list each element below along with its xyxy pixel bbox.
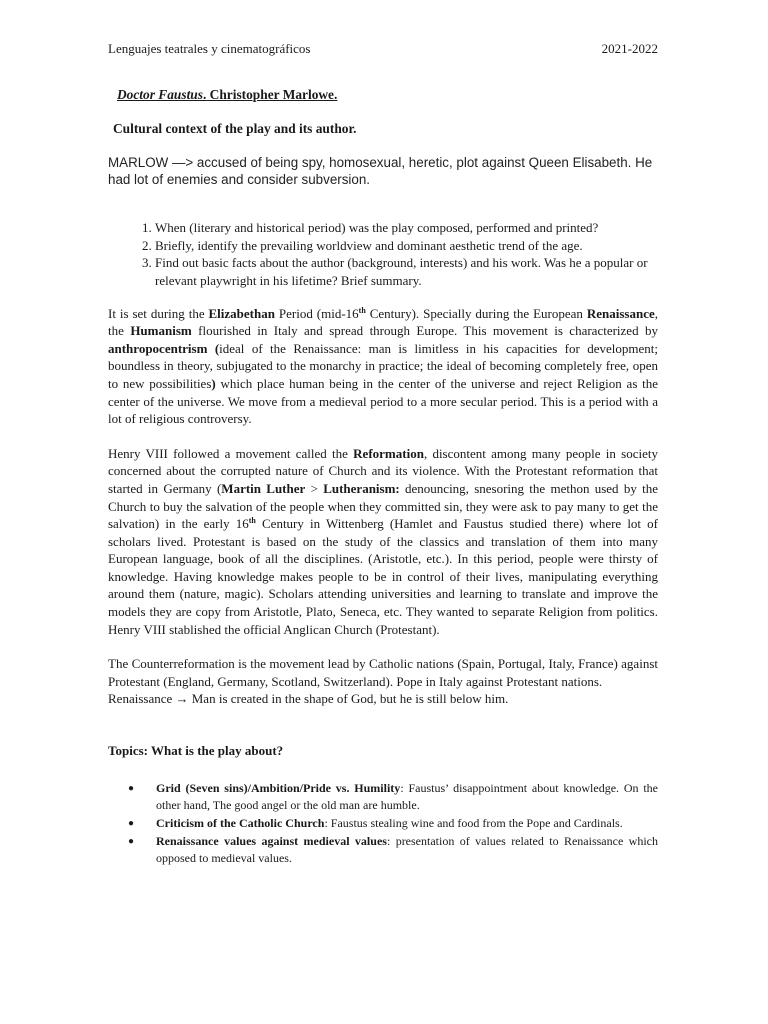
bold-term: Renaissance: [586, 305, 655, 321]
document-body: [108, 86, 658, 868]
bold-term: Lutheranism:: [323, 480, 400, 496]
questions-list: [108, 219, 658, 289]
topic-text: : Faustus stealing wine and food from the Pope and Cardinals.: [324, 815, 623, 830]
topic-text: : Faustus’ disappointment about knowledge. On the other hand, The good angel or the old man are humble.: [156, 780, 658, 812]
text-run: , the: [108, 305, 658, 339]
topic-heading: Grid (Seven sins)/Ambition/Pride vs. Humility: [156, 780, 401, 795]
topic-text: : presentation of values related to Renaissance which opposed to medieval values.: [156, 833, 659, 865]
header-year: 2021-2022: [601, 41, 658, 56]
text-run: Century). Specially during the European: [365, 305, 587, 321]
topics-list: [108, 780, 658, 867]
text-run: denouncing, snesoring the methon used by the Church to buy the salvation of the people when they committed sin, they were ask to pay many to get the salvation) in the early 16: [108, 480, 658, 532]
paragraph-counterreformation: The Counterreformation is the movement lead by Catholic nations (Spain, Portugal, Italy, France) against Protestant (England, Germany, Scotland, Switzerland). Pope in Italy against Protestant nations.: [108, 656, 658, 689]
bullet-icon: ●: [128, 782, 135, 794]
text-run: ideal of the Renaissance: man is limitless in his capacities for development; boundless in theory, subjugated to the monarchy in practice; the ideal of becoming completely free, open to new possibilities: [108, 340, 658, 391]
author-name: Christopher Marlowe.: [206, 87, 338, 102]
text-run: Century in Wittenberg (Hamlet and Faustus studied there) where lot of scholars lived. Protestant is based on the study of the classics and translation of them into many European language, book of all the disciplines. (Aristotle, etc.). In this period, people were thirsty of knowledge. Having knowledge makes people to be in control of their lives, manipulating everything around them (nature, magic). Scholars attending universities and learning to translate and improve the models they are copy from Aristotle, Plato, Seneca, etc. They wanted to separate Religion from politics. Henry VIII stablished the official Anglican Church (Protestant).: [108, 516, 658, 637]
question-item: 1. When (literary and historical period) was the play composed, performed and printed?: [155, 219, 658, 237]
bullet-icon: ●: [128, 835, 135, 847]
section-heading-cultural-context: Cultural context of the play and its author.: [113, 120, 357, 136]
text-run: flourished in Italy and spread through Europe. This movement is characterized by: [191, 323, 658, 339]
paragraph-elizabethan: [108, 305, 658, 428]
play-title: Doctor Faustus: [117, 87, 203, 102]
topic-item: [108, 815, 658, 832]
bold-term: anthropocentrism (: [108, 340, 220, 356]
topic-item: [108, 780, 658, 814]
question-item: 2. Briefly, identify the prevailing worldview and dominant aesthetic trend of the age.: [155, 237, 658, 255]
bold-term: Humanism: [130, 323, 192, 339]
superscript: th: [358, 305, 366, 315]
topic-heading: Criticism of the Catholic Church: [156, 815, 325, 830]
text-run: Period (mid-16: [274, 305, 359, 321]
section-heading-topics: Topics: What is the play about?: [108, 743, 284, 759]
title-dot: .: [202, 87, 207, 102]
question-item: 3. Find out basic facts about the author (background, interests) and his work. Was he a popular or relevant playwright in his lifetime? Brief summary.: [155, 254, 658, 289]
text-run: >: [305, 480, 324, 496]
superscript: th: [248, 516, 256, 526]
paragraph-renaissance-note: Renaissance → Man is created in the shape of God, but he is still below him.: [108, 691, 509, 707]
bold-term: Elizabethan: [208, 305, 275, 321]
header-course: Lenguajes teatrales y cinematográficos: [108, 41, 311, 56]
topic-heading: Renaissance values against medieval values: [156, 833, 387, 848]
bold-term: ): [211, 375, 216, 391]
bullet-icon: ●: [128, 817, 135, 829]
marlow-note: MARLOW —> accused of being spy, homosexual, heretic, plot against Queen Elisabeth. He had lot of enemies and consider subversion.: [108, 155, 653, 187]
bold-term: Reformation: [353, 445, 424, 461]
paragraph-reformation: [108, 445, 658, 639]
text-run: , discontent among many people in society concerned about the corrupted nature of Church and its violence. With the Protestant reformation that started in Germany (: [108, 445, 658, 496]
document-title: [117, 86, 658, 104]
bold-term: Martin Luther: [221, 480, 306, 496]
text-run: which place human being in the center of the universe and reject Religion as the center of the universe. We move from a medieval period to a more secular period. This is a period with a lot of religious controversy.: [108, 375, 659, 427]
text-run: It is set during the: [108, 305, 209, 321]
topic-item: [108, 833, 658, 867]
text-run: Henry VIII followed a movement called the: [108, 445, 354, 461]
page-header: [108, 41, 658, 57]
